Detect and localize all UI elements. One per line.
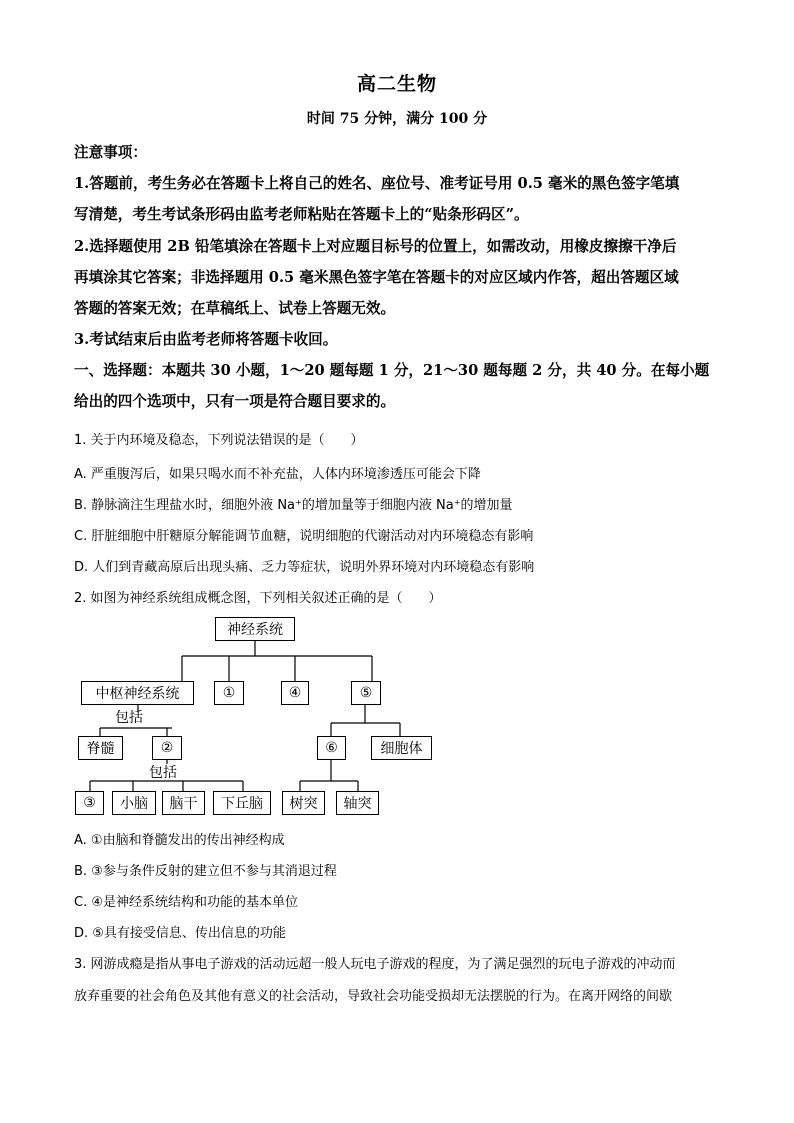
q2-option-c: C. ④是神经系统结构和功能的基本单位 [74,895,298,910]
node-2: ② [152,736,182,760]
node-4: ④ [281,681,309,705]
node-hypothalamus: 下丘脑 [213,791,271,815]
notice-line: 1.答题前，考生务必在答题卡上将自己的姓名、座位号、准考证号用 0.5 毫米的黑色签字笔填 [74,175,680,192]
question-3-stem: 3. 网游成瘾是指从事电子游戏的活动远超一般人玩电子游戏的程度，为了满足强烈的玩电子游戏的冲动而 [74,957,676,972]
q2-option-b: B. ③参与条件反射的建立但不参与其消退过程 [74,864,337,879]
q1-option-a: A. 严重腹泻后，如果只喝水而不补充盐，人体内环境渗透压可能会下降 [74,467,481,482]
node-3: ③ [75,791,104,815]
notice-line: 答题的答案无效；在草稿纸上、试卷上答题无效。 [74,300,396,317]
q1-option-b: B. 静脉滴注生理盐水时，细胞外液 Na⁺的增加量等于细胞内液 Na⁺的增加量 [74,498,513,513]
node-spinal-cord: 脊髓 [78,736,123,760]
question-1-stem: 1. 关于内环境及稳态，下列说法错误的是（ ） [74,433,364,448]
notice-line: 再填涂其它答案；非选择题用 0.5 毫米黑色签字笔在答题卡的对应区域内作答，超出答题区域 [74,269,679,286]
node-cell-body: 细胞体 [371,736,432,760]
question-3-stem-cont: 放弃重要的社会角色及其他有意义的社会活动，导致社会功能受损却无法摆脱的行为。在离开网络的间歇 [74,989,673,1004]
node-dendrite: 树突 [282,791,325,815]
q2-option-d: D. ⑤具有接受信息、传出信息的功能 [74,926,286,941]
question-2-stem: 2. 如图为神经系统组成概念图，下列相关叙述正确的是（ ） [74,591,442,606]
notice-heading: 注意事项： [74,144,147,161]
node-brainstem: 脑干 [162,791,205,815]
node-5: ⑤ [351,681,381,705]
q1-option-c: C. 肝脏细胞中肝糖原分解能调节血糖，说明细胞的代谢活动对内环境稳态有影响 [74,529,534,544]
notice-line: 写清楚，考生考试条形码由监考老师粘贴在答题卡上的“贴条形码区”。 [74,206,529,223]
node-axon: 轴突 [336,791,379,815]
notice-line: 3.考试结束后由监考老师将答题卡收回。 [74,331,338,348]
node-central-nervous-system: 中枢神经系统 [81,681,194,705]
node-cerebellum: 小脑 [112,791,156,815]
section-heading-cont: 给出的四个选项中，只有一项是符合题目要求的。 [74,393,396,410]
node-6: ⑥ [317,736,346,760]
section-heading: 一、选择题：本题共 30 小题，1～20 题每题 1 分，21～30 题每题 2 分，共 40 分。在每小题 [74,362,710,379]
include-label: 包括 [115,710,143,726]
exam-time-info: 时间 75 分钟，满分 100 分 [306,111,488,127]
notice-line: 2.选择题使用 2B 铅笔填涂在答题卡上对应题目标号的位置上，如需改动，用橡皮擦擦干净后 [74,238,677,255]
node-nervous-system: 神经系统 [215,617,295,641]
q1-option-d: D. 人们到青藏高原后出现头痛、乏力等症状，说明外界环境对内环境稳态有影响 [74,560,535,575]
q2-option-a: A. ①由脑和脊髓发出的传出神经构成 [74,833,285,848]
node-1: ① [214,681,244,705]
include-label: 包括 [149,765,177,781]
page-title: 高二生物 [356,73,437,95]
